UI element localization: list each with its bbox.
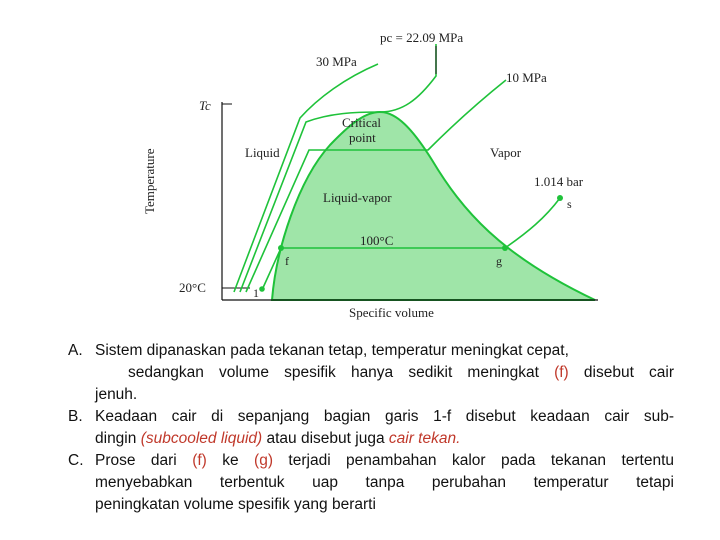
- item-b-line1: Keadaan cair di sepanjang bagian garis 1-f disebut keadaan cair sub-: [95, 408, 674, 425]
- point-f: [278, 245, 284, 251]
- item-b-subcooled: (subcooled liquid): [140, 430, 263, 447]
- item-a-line2: [95, 362, 674, 384]
- item-a-f-marker: (f): [554, 364, 569, 381]
- label-critical-1: Critical: [342, 115, 381, 130]
- label-30mpa: 30 MPa: [316, 54, 357, 69]
- pc-label: pc = 22.09 MPa: [380, 30, 464, 45]
- item-a-line3: jenuh.: [95, 386, 138, 403]
- item-b: [68, 406, 674, 450]
- label-critical-2: point: [349, 130, 376, 145]
- item-a-marker: A.: [68, 342, 83, 359]
- item-c-line2: menyebabkan terbentuk uap tanpa perubahan temperatur tetapi: [95, 474, 674, 491]
- item-b-cair-tekan: cair tekan.: [388, 430, 461, 447]
- item-a: [68, 340, 674, 406]
- item-b-line2-pre: dingin: [95, 430, 137, 447]
- label-s: s: [567, 197, 572, 211]
- item-c-g-marker: (g): [254, 452, 273, 469]
- label-liquid-vapor: Liquid-vapor: [323, 190, 392, 205]
- item-b-line2: [95, 428, 674, 450]
- item-c-line1: [95, 450, 674, 472]
- item-c-f-marker: (f): [192, 452, 207, 469]
- label-g: g: [496, 254, 502, 268]
- y-axis-label: Temperature: [142, 148, 157, 214]
- item-c-marker: C.: [68, 452, 84, 469]
- item-a-line1: Sistem dipanaskan pada tekanan tetap, temperatur meningkat cepat,: [95, 342, 569, 359]
- tc-label: Tc: [199, 98, 211, 113]
- label-1014bar: 1.014 bar: [534, 174, 584, 189]
- x-axis-label: Specific volume: [349, 305, 434, 320]
- item-b-marker: B.: [68, 408, 83, 425]
- point-1: [259, 286, 265, 292]
- label-10mpa: 10 MPa: [506, 70, 547, 85]
- saturation-dome: [272, 112, 595, 300]
- label-liquid: Liquid: [245, 145, 280, 160]
- item-c-line3: peningkatan volume spesifik yang berarti: [95, 496, 376, 513]
- item-c-line1-post: terjadi penambahan kalor pada tekanan tertentu: [288, 452, 675, 469]
- item-b-line2-mid: atau disebut juga: [266, 430, 385, 447]
- point-s: [557, 195, 563, 201]
- label-f: f: [285, 254, 289, 268]
- explanation-text: [68, 340, 674, 516]
- label-vapor: Vapor: [490, 145, 522, 160]
- item-c-line1-pre: Prose dari: [95, 452, 177, 469]
- point-g: [502, 245, 508, 251]
- item-a-line2-pre: sedangkan volume spesifik hanya sedikit meningkat: [128, 364, 539, 381]
- label-1: 1: [253, 286, 259, 300]
- item-c: [68, 450, 674, 516]
- item-a-line2-post: disebut cair: [583, 364, 674, 381]
- label-20c: 20°C: [179, 280, 206, 295]
- item-c-ke: ke: [222, 452, 239, 469]
- label-100c: 100°C: [360, 233, 394, 248]
